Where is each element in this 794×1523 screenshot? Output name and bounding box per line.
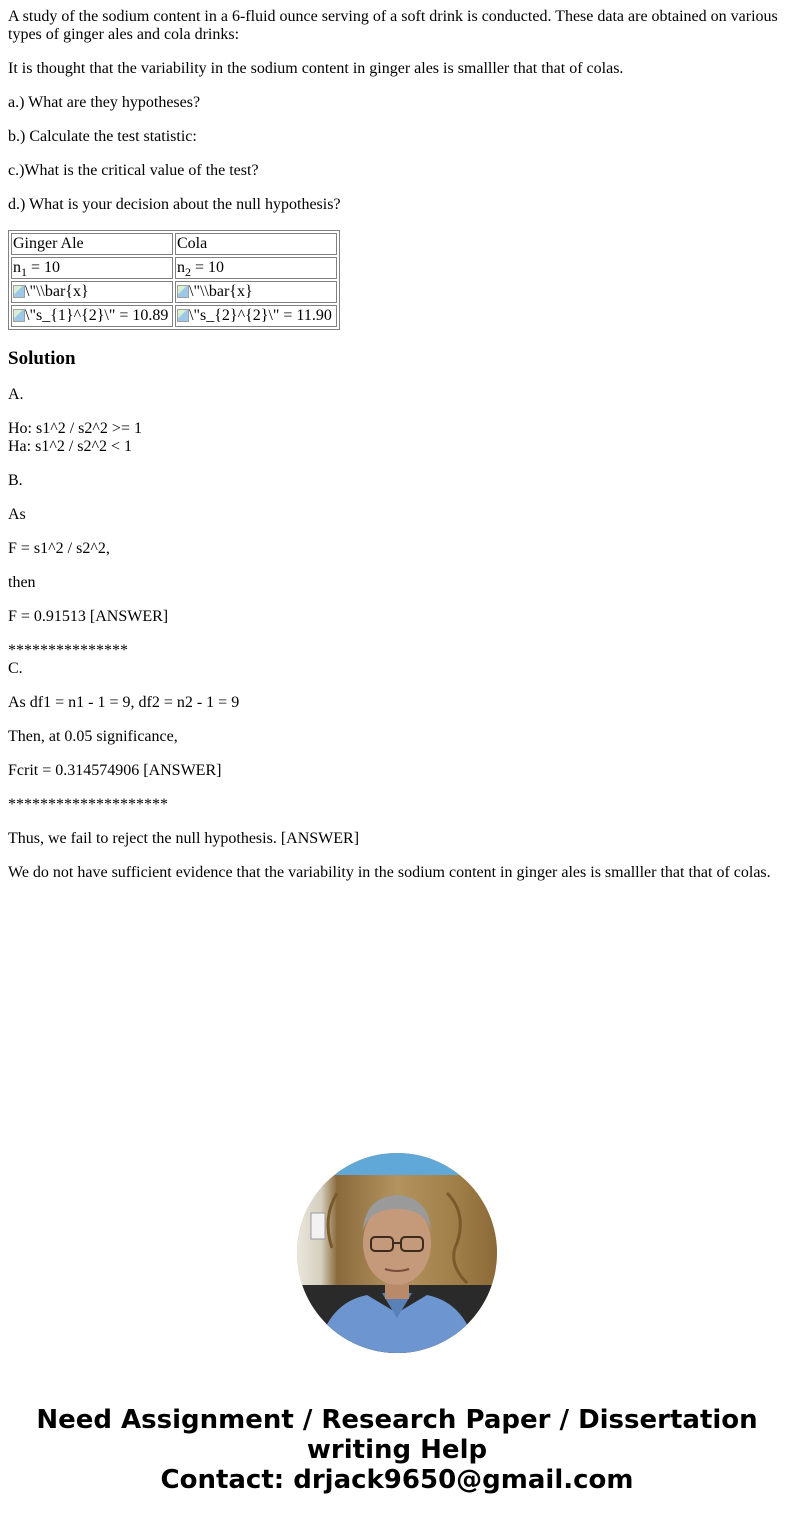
table-cell-variance-1 [11, 305, 173, 327]
separator-stars: ******************** [8, 796, 168, 813]
question-part-b: b.) Calculate the test statistic: [8, 128, 197, 145]
question-part-c: c.)What is the critical value of the test? [8, 162, 259, 179]
question-claim: It is thought that the variability in the sodium content in ginger ales is smalller that that of colas. [8, 60, 624, 77]
table-cell-xbar-1 [11, 281, 173, 303]
table-cell-n1 [11, 257, 173, 279]
f-answer: F = 0.91513 [ANSWER] [8, 608, 169, 625]
solution-a-label: A. [8, 386, 24, 403]
question-part-d: d.) What is your decision about the null hypothesis? [8, 196, 341, 213]
table-row [11, 305, 337, 327]
table-row [11, 233, 337, 255]
table-header-ginger-ale: Ginger Ale [11, 233, 173, 255]
significance-level: Then, at 0.05 significance, [8, 728, 178, 745]
table-row [11, 257, 337, 279]
table-cell-variance-2 [175, 305, 337, 327]
table-cell-xbar-2 [175, 281, 337, 303]
n-subscript: 1 [21, 265, 27, 280]
separator-stars: *************** [8, 642, 128, 659]
broken-image-icon [177, 285, 189, 298]
image-alt-text: \"\\bar{x} [25, 283, 89, 300]
f-formula: F = s1^2 / s2^2, [8, 540, 110, 557]
decision: Thus, we fail to reject the null hypothesis. [ANSWER] [8, 830, 360, 847]
table-cell-n2 [175, 257, 337, 279]
broken-image-icon [13, 309, 25, 322]
question-intro: A study of the sodium content in a 6-fluid ounce serving of a soft drink is conducted. These data are obtained on various types of ginger ales and cola drinks: [8, 8, 778, 43]
solution-heading: Solution [8, 348, 76, 369]
solution-then: then [8, 574, 36, 591]
contact-email: Contact: drjack9650@gmail.com [160, 1465, 634, 1495]
promo-line-1: Need Assignment / Research Paper / Dissertation [36, 1405, 758, 1435]
image-alt-text: \"s_{2}^{2}\" = 11.90 [189, 307, 332, 324]
table-header-cola: Cola [175, 233, 337, 255]
solution-c-label: C. [8, 660, 23, 677]
promo-line-2: writing Help [306, 1435, 488, 1465]
data-table [8, 230, 340, 330]
solution-as: As [8, 506, 26, 523]
conclusion: We do not have sufficient evidence that the variability in the sodium content in ginger ales is smalller that that of colas. [8, 864, 771, 881]
image-alt-text: \"\\bar{x} [189, 283, 253, 300]
n-subscript: 2 [185, 265, 191, 280]
broken-image-icon [13, 285, 25, 298]
null-hypothesis: Ho: s1^2 / s2^2 >= 1 [8, 420, 142, 437]
n-value: = 10 [27, 259, 61, 276]
document-body [8, 0, 786, 882]
degrees-of-freedom: As df1 = n1 - 1 = 9, df2 = n2 - 1 = 9 [8, 694, 240, 711]
table-row [11, 281, 337, 303]
critical-value: Fcrit = 0.314574906 [ANSWER] [8, 762, 222, 779]
n-symbol: n [177, 259, 185, 276]
avatar-portrait [297, 1153, 497, 1353]
alternative-hypothesis: Ha: s1^2 / s2^2 < 1 [8, 438, 133, 455]
avatar [297, 1153, 497, 1353]
question-part-a: a.) What are they hypotheses? [8, 94, 201, 111]
promo-footer [0, 1405, 794, 1495]
n-value: = 10 [191, 259, 225, 276]
broken-image-icon [177, 309, 189, 322]
solution-b-label: B. [8, 472, 23, 489]
image-alt-text: \"s_{1}^{2}\" = 10.89 [25, 307, 169, 324]
n-symbol: n [13, 259, 21, 276]
